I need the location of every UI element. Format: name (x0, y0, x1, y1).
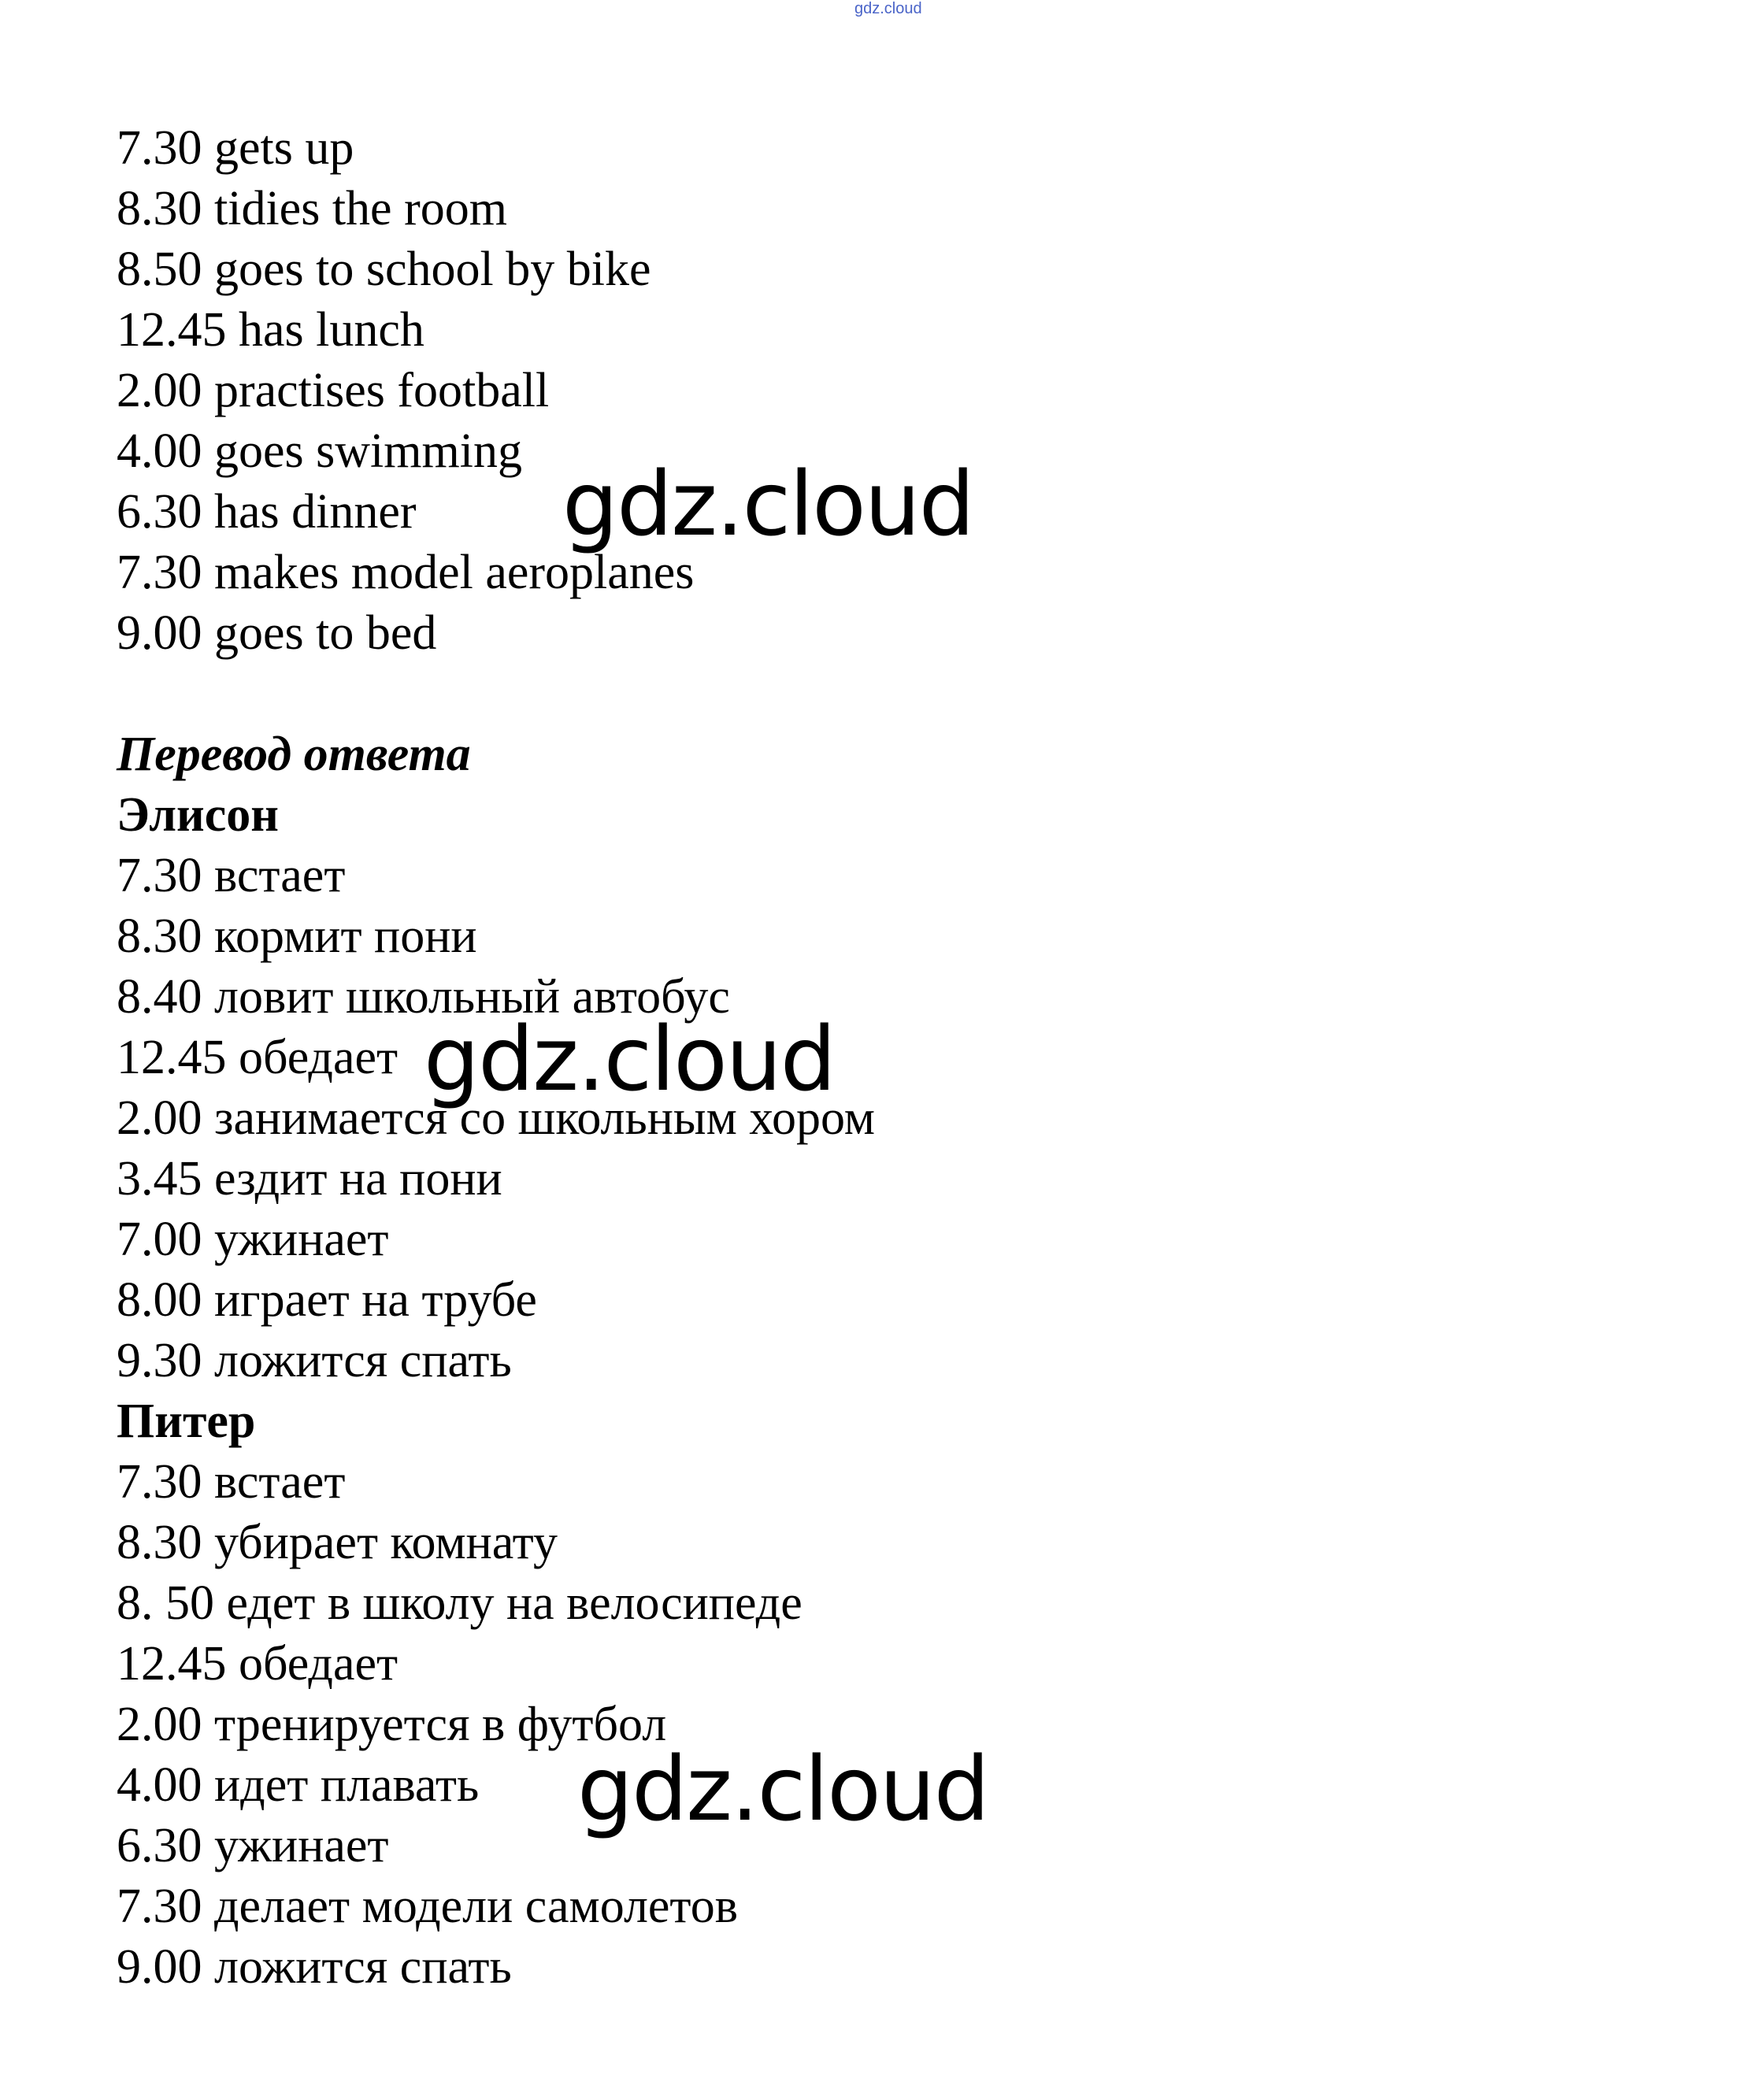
schedule-line: 7.30 встает (117, 849, 346, 902)
schedule-line: 12.45 has lunch (117, 303, 424, 357)
schedule-line: 9.00 ложится спать (117, 1940, 512, 1994)
schedule-line: 8.40 ловит школьный автобус (117, 970, 730, 1024)
watermark: gdz.cloud (577, 1739, 988, 1841)
schedule-line: 7.30 makes model aeroplanes (117, 546, 695, 599)
schedule-line: 6.30 has dinner (117, 485, 417, 539)
peter-schedule-english (117, 118, 875, 664)
watermark: gdz.cloud (424, 1009, 835, 1111)
peter-section (117, 1391, 875, 1998)
schedule-line: 8.30 кормит пони (117, 909, 477, 963)
schedule-line: 4.00 goes swimming (117, 424, 522, 478)
alison-name: Элисон (117, 788, 279, 842)
watermark: gdz.cloud (562, 454, 973, 556)
schedule-line: 7.30 встает (117, 1455, 346, 1509)
peter-name: Питер (117, 1394, 256, 1448)
schedule-line: 2.00 practises football (117, 364, 550, 417)
section-spacer (117, 664, 875, 724)
schedule-line: 7.30 gets up (117, 121, 354, 175)
schedule-line: 7.30 делает модели самолетов (117, 1880, 738, 1933)
schedule-line: 8.30 убирает комнату (117, 1516, 558, 1569)
schedule-line: 2.00 занимается со школьным хором (117, 1091, 875, 1145)
schedule-line: 8.50 goes to school by bike (117, 243, 651, 296)
schedule-line: 6.30 ужинает (117, 1819, 389, 1872)
schedule-line: 2.00 тренируется в футбол (117, 1698, 667, 1751)
schedule-line: 12.45 обедает (117, 1637, 398, 1691)
schedule-line: 8.30 tidies the room (117, 182, 507, 235)
schedule-line: 4.00 идет плавать (117, 1758, 480, 1812)
translation-heading: Перевод ответа (117, 728, 471, 781)
site-mark: gdz.cloud (854, 0, 922, 17)
schedule-line: 12.45 обедает (117, 1031, 398, 1084)
schedule-line: 9.00 goes to bed (117, 606, 437, 660)
schedule-line: 7.00 ужинает (117, 1213, 389, 1266)
schedule-line: 3.45 ездит на пони (117, 1152, 502, 1206)
schedule-line: 9.30 ложится спать (117, 1334, 512, 1387)
schedule-line: 8.00 играет на трубе (117, 1273, 537, 1327)
schedule-line: 8. 50 едет в школу на велосипеде (117, 1576, 803, 1630)
